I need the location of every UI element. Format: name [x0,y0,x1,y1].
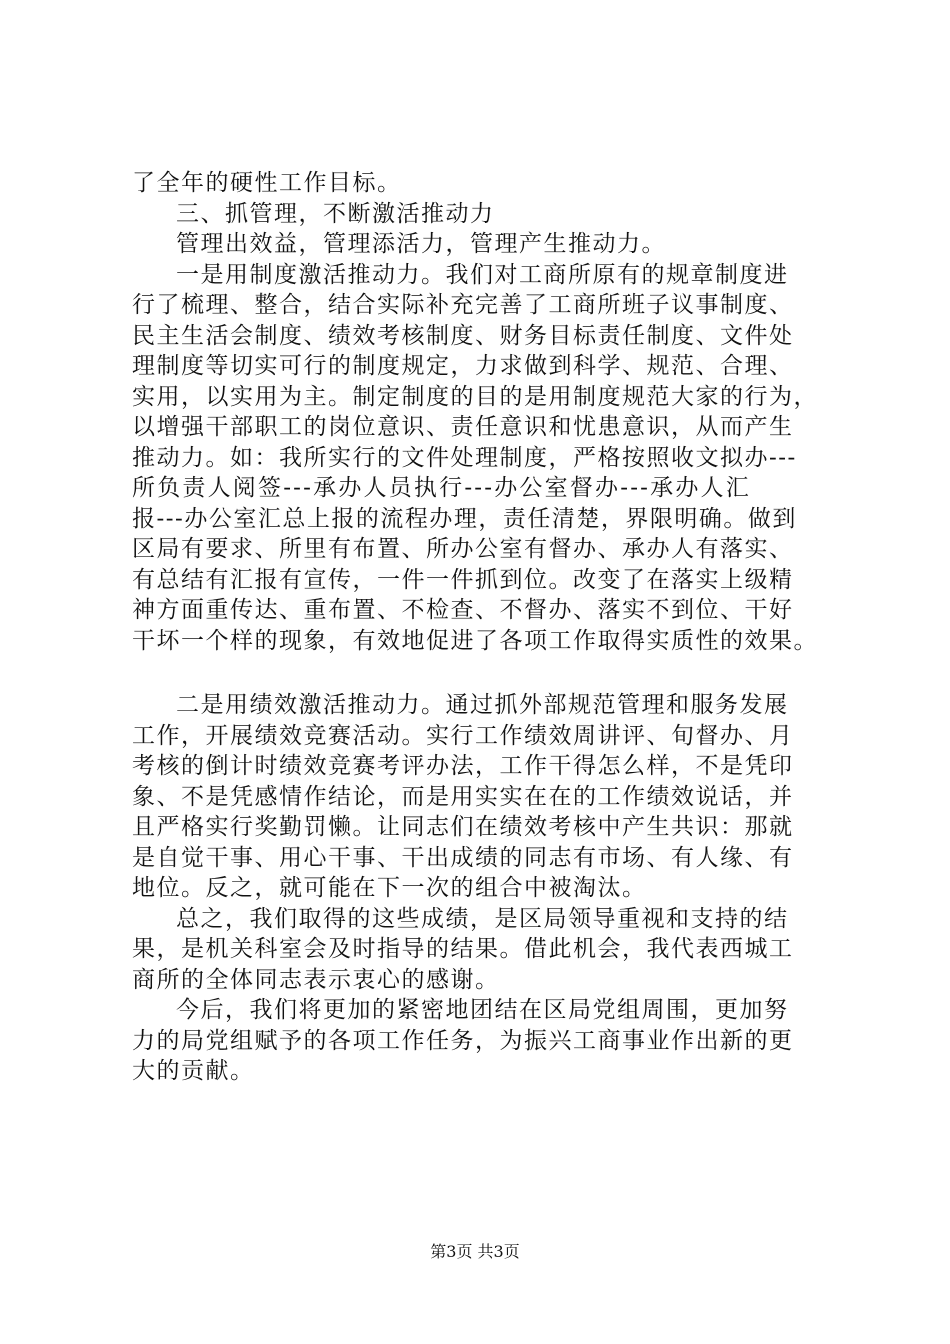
text-line: 干坏一个样的现象，有效地促进了各项工作取得实质性的效果。 [132,627,818,654]
text-line: 实用，以实用为主。制定制度的目的是用制度规范大家的行为， [132,383,818,410]
text-line: 区局有要求、所里有布置、所办公室有督办、承办人有落实、 [132,536,794,562]
paragraph-future [132,995,826,1087]
document-body [132,168,826,1087]
paragraph-gap [132,656,826,690]
text-line: 了全年的硬性工作目标。 [132,170,402,196]
text-line: 考核的倒计时绩效竞赛考评办法，工作干得怎么样，不是凭印 [132,753,794,779]
text-line: 象、不是凭感情作结论，而是用实实在在的工作绩效说话，并 [132,783,794,810]
text-line: 推动力。如：我所实行的文件处理制度，严格按照收文拟办--- [132,444,797,471]
paragraph-summary [132,904,826,996]
text-line: 地位。反之，就可能在下一次的组合中被淘汰。 [132,875,647,901]
page-number: 第3页 共3页 [430,1242,520,1261]
text-line: 工作，开展绩效竞赛活动。实行工作绩效周讲评、旬督办、月 [132,722,794,749]
text-line: 总之，我们取得的这些成绩，是区局领导重视和支持的结 [176,905,789,932]
text-line: 且严格实行奖勤罚懒。让同志们在绩效考核中产生共识：那就 [132,814,794,840]
text-line: 大的贡献。 [132,1058,255,1084]
text-line: 二是用绩效激活推动力。通过抓外部规范管理和服务发展 [176,692,789,718]
text-line: 有总结有汇报有宣传，一件一件抓到位。改变了在落实上级精 [132,566,794,593]
text-line: 力的局党组赋予的各项工作任务，为振兴工商事业作出新的更 [132,1027,794,1054]
paragraph-system [132,260,826,657]
text-line: 果，是机关科室会及时指导的结果。借此机会，我代表西城工 [132,936,794,962]
text-line: 是自觉干事、用心干事、干出成绩的同志有市场、有人缘、有 [132,844,794,871]
text-line: 神方面重传达、重布置、不检查、不督办、落实不到位、干好 [132,597,794,623]
text-line: 一是用制度激活推动力。我们对工商所原有的规章制度进 [176,261,789,288]
text-line: 报---办公室汇总上报的流程办理，责任清楚，界限明确。做到 [132,505,797,532]
text-line: 所负责人阅签---承办人员执行---办公室督办---承办人汇 [132,475,751,501]
text-line: 行了梳理、整合，结合实际补充完善了工商所班子议事制度、 [132,292,794,318]
text-line: 民主生活会制度、绩效考核制度、财务目标责任制度、文件处 [132,322,794,349]
section-heading: 三、抓管理，不断激活推动力 [176,200,495,227]
text-line: 今后，我们将更加的紧密地团结在区局党组周围，更加努 [176,997,789,1023]
paragraph-performance [132,690,826,904]
text-line: 商所的全体同志表示衷心的感谢。 [132,966,500,993]
text-line: 管理出效益，管理添活力，管理产生推动力。 [176,231,666,257]
text-line: 以增强干部职工的岗位意识、责任意识和忧患意识，从而产生 [132,414,794,440]
text-line: 理制度等切实可行的制度规定，力求做到科学、规范、合理、 [132,353,794,379]
